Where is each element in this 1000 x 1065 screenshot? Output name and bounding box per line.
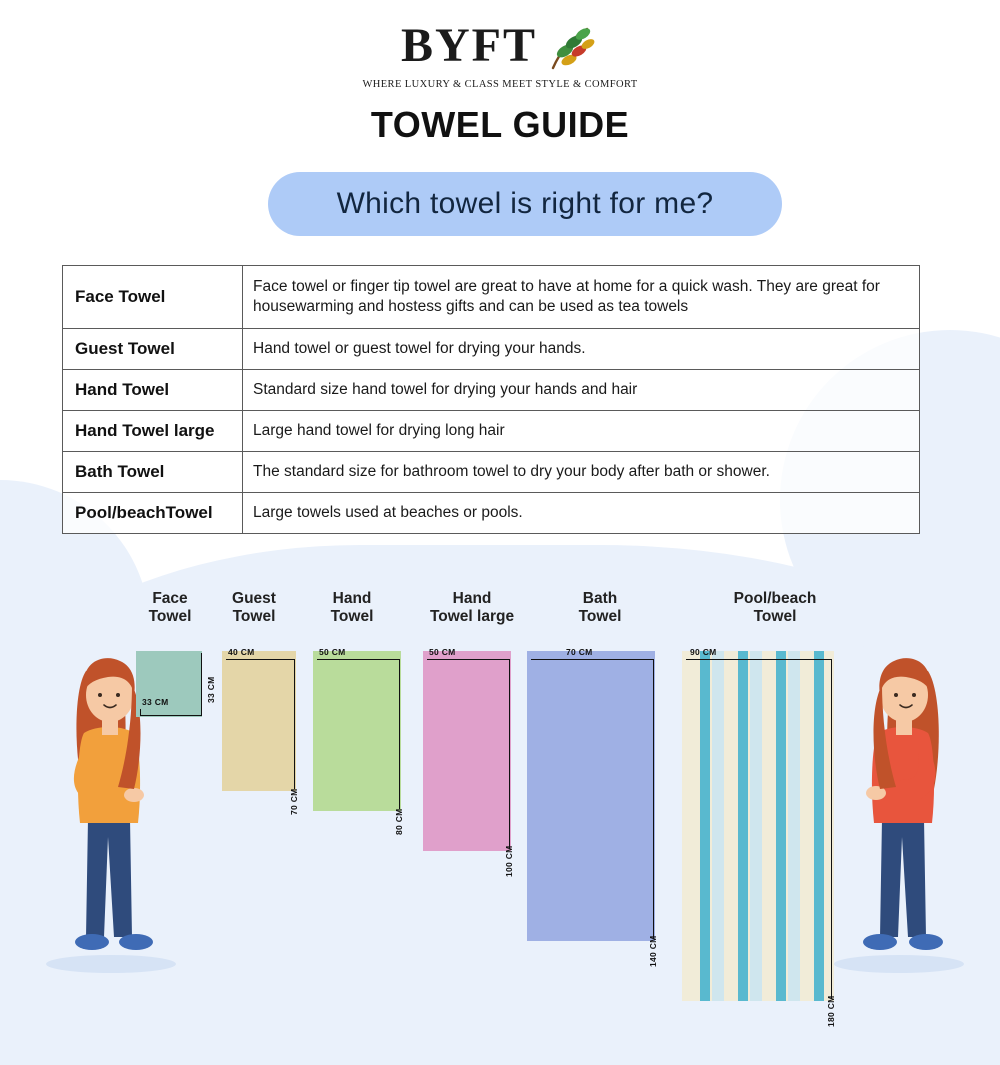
- towel-label-line1: Pool/beach: [733, 590, 817, 607]
- towel-label-line2: Towel: [330, 608, 374, 626]
- towel-label-line1: Bath: [582, 590, 618, 607]
- towel-swatch-guest: [222, 651, 296, 791]
- towel-width-label-bath: 70 CM: [566, 647, 593, 657]
- table-row: [63, 266, 919, 329]
- towel-swatch-bath: [527, 651, 655, 941]
- brand-tagline: WHERE LUXURY & CLASS MEET STYLE & COMFORT: [362, 79, 638, 90]
- towel-width-label-guest: 40 CM: [228, 647, 255, 657]
- towel-desc-cell: Standard size hand towel for drying your hands and hair: [253, 380, 638, 398]
- towel-height-label-hand: 80 CM: [394, 808, 404, 835]
- towel-label-line2: Towel: [232, 608, 276, 626]
- towel-name-cell: Guest Towel: [63, 329, 243, 369]
- towel-label-line1: Guest: [232, 590, 276, 607]
- towel-description-table: [62, 265, 920, 534]
- question-banner: Which towel is right for me?: [268, 172, 782, 236]
- towel-desc-cell: Face towel or finger tip towel are great to have at home for a quick wash. They are great for housewarming and hostess gifts and can be used as tea towels: [253, 277, 880, 315]
- table-row: [63, 370, 919, 411]
- towel-swatch-face: [136, 651, 202, 717]
- towel-name-cell: Hand Towel: [63, 370, 243, 410]
- towel-width-label-face: 33 CM: [142, 697, 169, 707]
- towel-width-label-pool: 90 CM: [690, 647, 717, 657]
- towel-desc-cell: Large towels used at beaches or pools.: [253, 503, 523, 521]
- towel-desc-cell: Hand towel or guest towel for drying your hands.: [253, 339, 586, 357]
- table-row: [63, 493, 919, 533]
- towel-name-cell: Bath Towel: [63, 452, 243, 492]
- towel-height-label-pool: 180 CM: [826, 995, 836, 1027]
- table-row: [63, 452, 919, 493]
- towel-height-label-guest: 70 CM: [289, 788, 299, 815]
- towel-label-line1: Hand: [452, 590, 492, 607]
- towel-swatch-hand-large: [423, 651, 511, 851]
- brand-header: [0, 19, 1000, 90]
- table-row: [63, 329, 919, 370]
- towel-height-label-bath: 140 CM: [648, 935, 658, 967]
- towel-label-line2: Towel: [753, 608, 797, 626]
- towel-swatch-hand: [313, 651, 401, 811]
- towel-height-label-hand-large: 100 CM: [504, 845, 514, 877]
- towel-height-label-face: 33 CM: [206, 676, 216, 703]
- towel-desc-cell: Large hand towel for drying long hair: [253, 421, 505, 439]
- towel-width-label-hand-large: 50 CM: [429, 647, 456, 657]
- towel-name-cell: Hand Towel large: [63, 411, 243, 451]
- page-title: TOWEL GUIDE: [370, 104, 630, 145]
- towel-label-line2: Towel: [578, 608, 622, 626]
- woman-right-illustration: [830, 637, 970, 982]
- logo-row: [400, 19, 599, 75]
- towel-label-line1: Hand: [332, 590, 372, 607]
- towel-name-cell: Face Towel: [63, 266, 243, 328]
- brand-name: BYFT: [400, 19, 537, 72]
- towel-size-chart: [0, 585, 1000, 1027]
- towel-label-line2: Towel large: [429, 608, 515, 626]
- table-row: [63, 411, 919, 452]
- towel-label-line2: Towel: [148, 608, 192, 626]
- towel-name-cell: Pool/beachTowel: [63, 493, 243, 533]
- leaf-icon: [543, 24, 599, 75]
- towel-width-label-hand: 50 CM: [319, 647, 346, 657]
- towel-label-line1: Face: [152, 590, 188, 607]
- towel-desc-cell: The standard size for bathroom towel to dry your body after bath or shower.: [253, 462, 770, 480]
